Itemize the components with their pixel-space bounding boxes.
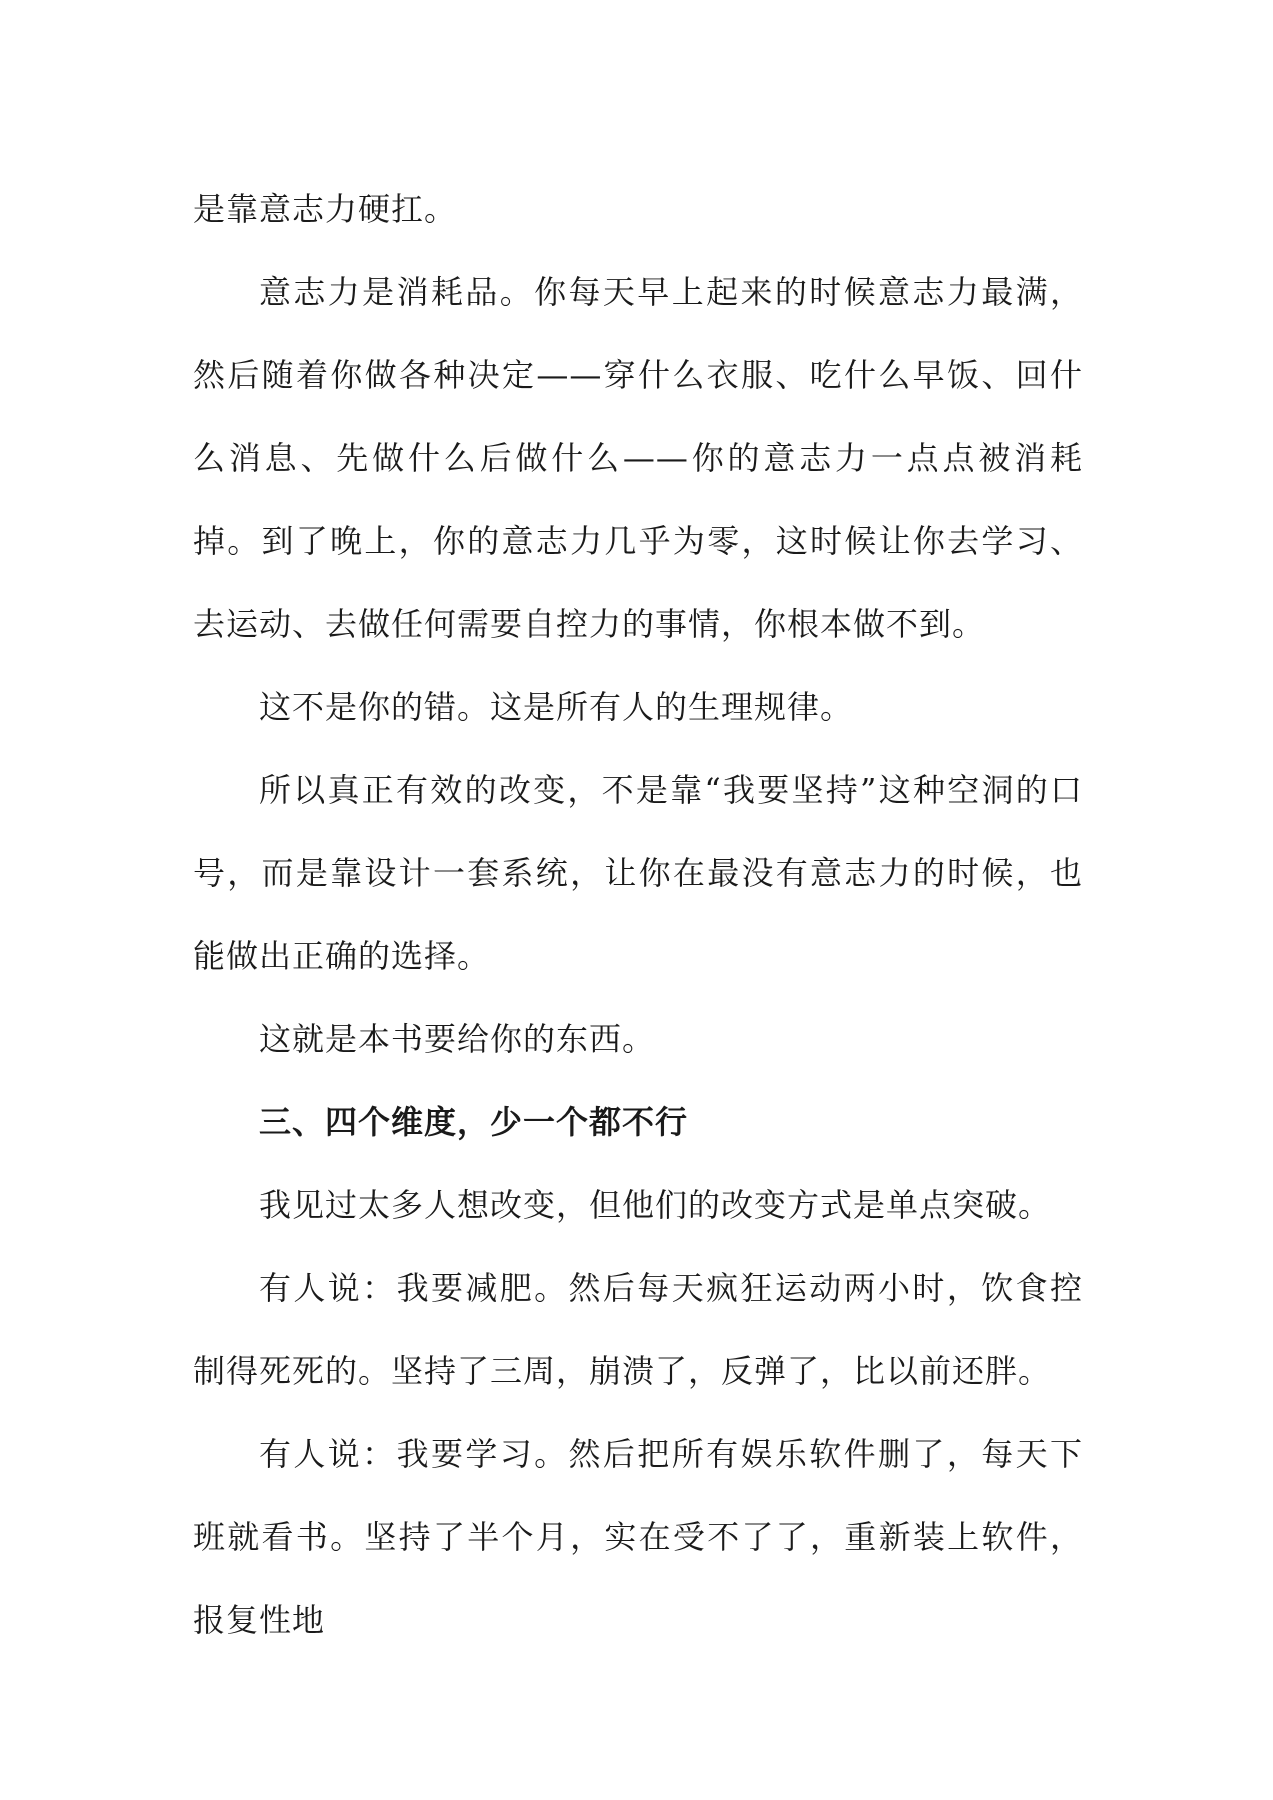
- paragraph-willpower-consumable: 意志力是消耗品。你每天早上起来的时候意志力最满，然后随着你做各种决定——穿什么衣服、吃什么早饭、回什么消息、先做什么后做什么——你的意志力一点点被消耗掉。到了晚上，你的意志力几乎为零，这时候让你去学习、去运动、去做任何需要自控力的事情，你根本做不到。: [193, 273, 1083, 643]
- paragraph-design-system: 所以真正有效的改变，不是靠“我要坚持”这种空洞的口号，而是靠设计一套系统，让你在最没有意志力的时候，也能做出正确的选择。: [193, 771, 1083, 975]
- paragraph-single-point: 我见过太多人想改变，但他们的改变方式是单点突破。: [259, 1186, 1052, 1224]
- paragraph-continuation: 是靠意志力硬扛。: [193, 190, 458, 228]
- paragraph-study-example: 有人说：我要学习。然后把所有娱乐软件删了，每天下班就看书。坚持了半个月，实在受不了了，重新装上软件，报复性地: [193, 1435, 1083, 1639]
- paragraph-not-your-fault: 这不是你的错。这是所有人的生理规律。: [259, 688, 854, 726]
- section-heading: 三、四个维度，少一个都不行: [259, 1103, 689, 1141]
- document-body: [193, 168, 1083, 1662]
- paragraph-book-offers: 这就是本书要给你的东西。: [259, 1020, 656, 1058]
- paragraph-lose-weight-example: 有人说：我要减肥。然后每天疯狂运动两小时，饮食控制得死死的。坚持了三周，崩溃了，反弹了，比以前还胖。: [193, 1269, 1083, 1390]
